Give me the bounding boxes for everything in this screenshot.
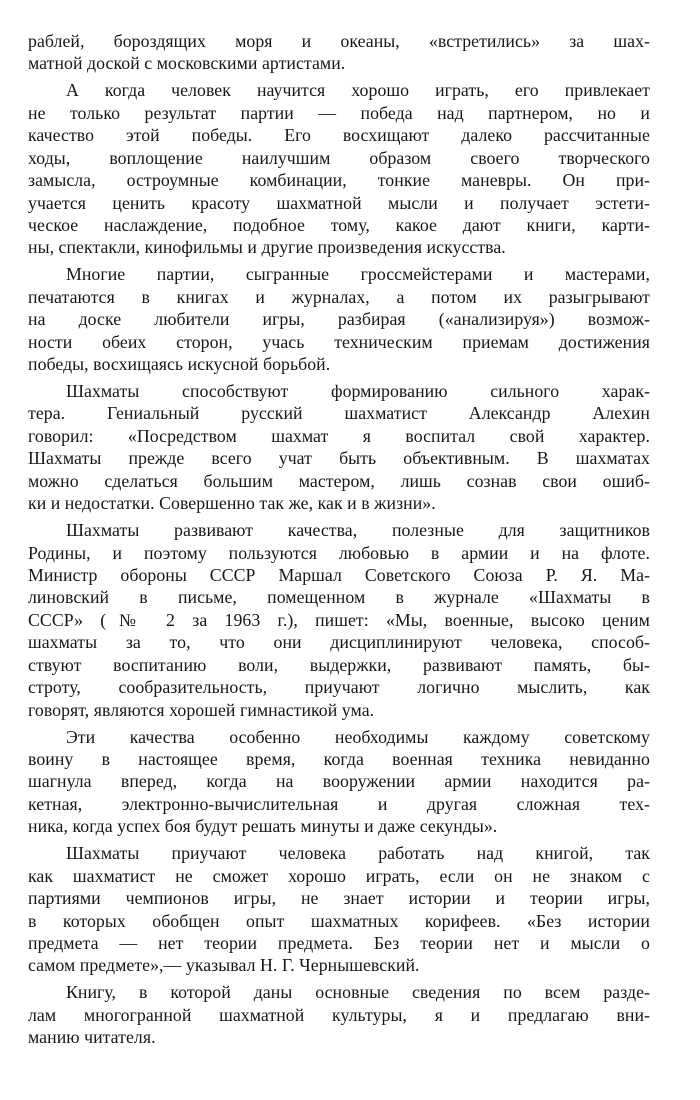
text-line: СССР» (№ 2 за 1963 г.), пишет: «Мы, военные, высоко ценим <box>28 609 650 630</box>
paragraph <box>28 30 650 75</box>
text-line: качество этой победы. Его восхищают далеко рассчитанные <box>28 125 650 146</box>
text-line: предмета — нет теории предмета. Без теории нет и мысли о <box>28 933 650 954</box>
text-line: Книгу, в которой даны основные сведения по всем разде- <box>66 982 650 1003</box>
text-line: Шахматы развивают качества, полезные для защитников <box>66 520 650 541</box>
text-line: не только результат партии — победа над партнером, но и <box>28 102 650 123</box>
text-line: Шахматы прежде всего учат быть объективным. В шахматах <box>28 448 650 469</box>
text-line: строту, сообразительность, приучают логично мыслить, как <box>28 677 650 698</box>
text-line: печатаются в книгах и журналах, а потом их разыгрывают <box>28 286 650 307</box>
book-page <box>28 30 650 1049</box>
text-line: победы, восхищаясь искусной борьбой. <box>28 354 331 375</box>
paragraph <box>28 981 650 1048</box>
text-line: ствуют воспитанию воли, выдержки, развивают память, бы- <box>28 654 650 675</box>
text-line: матной доской с московскими артистами. <box>28 53 346 74</box>
text-line: раблей, бороздящих моря и океаны, «встретились» за шах- <box>28 31 650 51</box>
paragraph <box>28 263 650 375</box>
text-line: замысла, остроумные комбинации, тонкие маневры. Он при- <box>28 170 650 191</box>
text-line: лам многогранной шахматной культуры, я и предлагаю вни- <box>28 1004 650 1025</box>
text-line: ны, спектакли, кинофильмы и другие произведения искусства. <box>28 237 506 258</box>
text-line: линовский в письме, помещенном в журнале «Шахматы в <box>28 587 650 608</box>
text-line: шахматы за то, что они дисциплинируют человека, способ- <box>28 632 650 653</box>
text-line: партиями чемпионов игры, не знает истории и теории игры, <box>28 888 650 909</box>
paragraph <box>28 79 650 259</box>
text-line: Родины, и поэтому пользуются любовью в армии и на флоте. <box>28 542 650 563</box>
text-line: манию читателя. <box>28 1027 156 1048</box>
text-line: А когда человек научится хорошо играть, его привлекает <box>66 80 650 101</box>
text-line: можно сделаться большим мастером, лишь сознав свои ошиб- <box>28 470 650 491</box>
text-line: ходы, воплощение наилучшим образом своего творческого <box>28 147 650 168</box>
text-line: говорят, являются хорошей гимнастикой ума. <box>28 699 375 720</box>
paragraph <box>28 380 650 515</box>
text-line: шагнула вперед, когда на вооружении армии находится ра- <box>28 771 650 792</box>
text-line: говорил: «Посредством шахмат я воспитал свой характер. <box>28 425 650 446</box>
paragraph <box>28 726 650 838</box>
text-line: на доске любители игры, разбирая («анализируя») возмож- <box>28 309 650 330</box>
text-line: ческое наслаждение, подобное тому, какое дают книги, карти- <box>28 215 650 236</box>
text-line: ника, когда успех боя будут решать минуты и даже секунды». <box>28 816 498 837</box>
text-line: воину в настоящее время, когда военная техника невиданно <box>28 749 650 769</box>
paragraph <box>28 842 650 977</box>
text-line: Шахматы способствуют формированию сильного харак- <box>66 380 650 401</box>
text-line: тера. Гениальный русский шахматист Александр Алехин <box>28 403 650 424</box>
text-line: учается ценить красоту шахматной мысли и получает эстети- <box>28 192 650 213</box>
text-line: ности обеих сторон, учась техническим приемам достижения <box>28 331 650 352</box>
paragraph <box>28 519 650 721</box>
text-line: кетная, электронно-вычислительная и другая сложная тех- <box>28 793 650 814</box>
text-line: как шахматист не сможет хорошо играть, если он не знаком с <box>28 865 650 886</box>
text-line: Шахматы приучают человека работать над книгой, так <box>66 843 650 864</box>
text-line: ки и недостатки. Совершенно так же, как и в жизни». <box>28 493 436 514</box>
text-line: самом предмете»,— указывал Н. Г. Чернышевский. <box>28 955 420 976</box>
text-line: Эти качества особенно необходимы каждому советскому <box>66 726 650 747</box>
text-line: в которых обобщен опыт шахматных корифеев. «Без истории <box>28 910 650 931</box>
text-line: Министр обороны СССР Маршал Советского Союза Р. Я. Ма- <box>28 564 650 585</box>
text-line: Многие партии, сыгранные гроссмейстерами и мастерами, <box>66 264 650 285</box>
